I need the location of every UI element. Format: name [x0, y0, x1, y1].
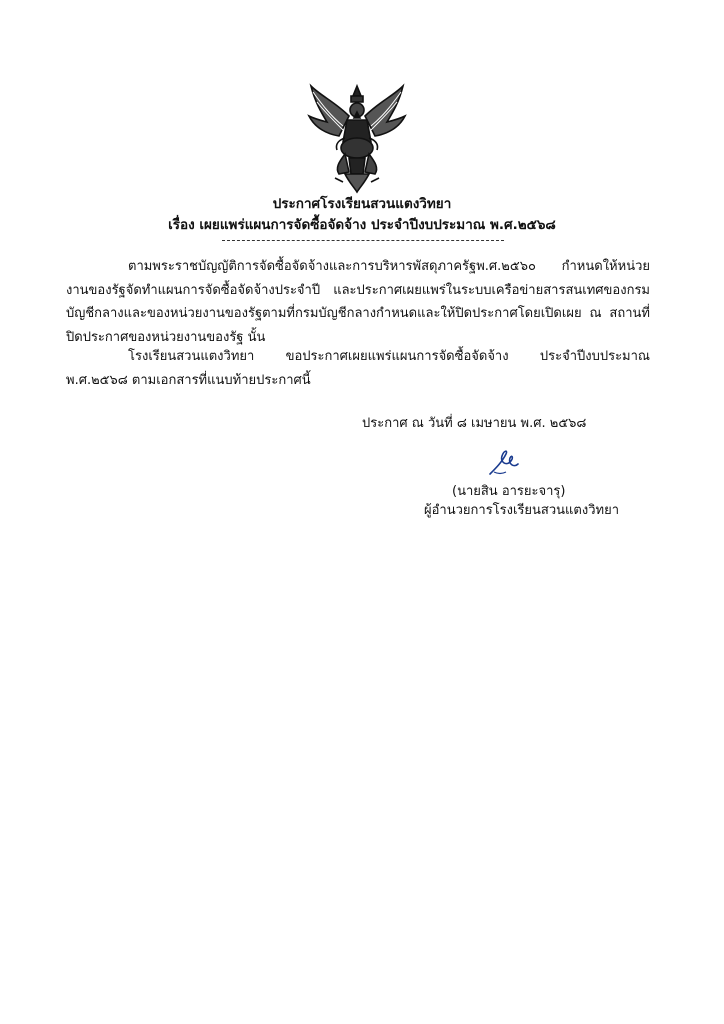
body-paragraph-2 — [66, 345, 650, 392]
signer-name: (นายสิน อารยะจารุ) — [452, 484, 566, 499]
body-paragraph-1 — [66, 255, 650, 349]
announcement-date: ประกาศ ณ วันที่ ๘ เมษายน พ.ศ. ๒๕๖๘ — [362, 416, 587, 431]
dashed-divider — [222, 240, 504, 241]
handwritten-signature — [486, 444, 522, 480]
announcement-subject: เรื่อง เผยแพร่แผนการจัดซื้อจัดจ้าง ประจำปีงบประมาณ พ.ศ.๒๕๖๘ — [168, 217, 556, 233]
garuda-emblem-icon — [305, 82, 409, 194]
paragraph-1-text: ตามพระราชบัญญัติการจัดซื้อจัดจ้างและการบริหารพัสดุภาครัฐพ.ศ.๒๕๖๐ กำหนดให้หน่วยงานของรัฐจัดทำแผนการจัดซื้อจัดจ้างประจำปี และประกาศเผยแพร่ในระบบเครือข่ายสารสนเทศของกรมบัญชีกลางและของหน่วยงานของรัฐตามที่กรมบัญชีกลางกำหนดและให้ปิดประกาศโดยเปิดเผย ณ สถานที่ปิดประกาศของหน่วยงานของรัฐ นั้น — [66, 259, 650, 345]
signer-position: ผู้อำนวยการโรงเรียนสวนแตงวิทยา — [424, 503, 619, 518]
announcement-title: ประกาศโรงเรียนสวนแตงวิทยา — [272, 196, 452, 212]
paragraph-2-text: โรงเรียนสวนแตงวิทยา ขอประกาศเผยแพร่แผนการจัดซื้อจัดจ้าง ประจำปีงบประมาณ พ.ศ.๒๕๖๘ ตามเอกสารที่แนบท้ายประกาศนี้ — [66, 349, 650, 388]
